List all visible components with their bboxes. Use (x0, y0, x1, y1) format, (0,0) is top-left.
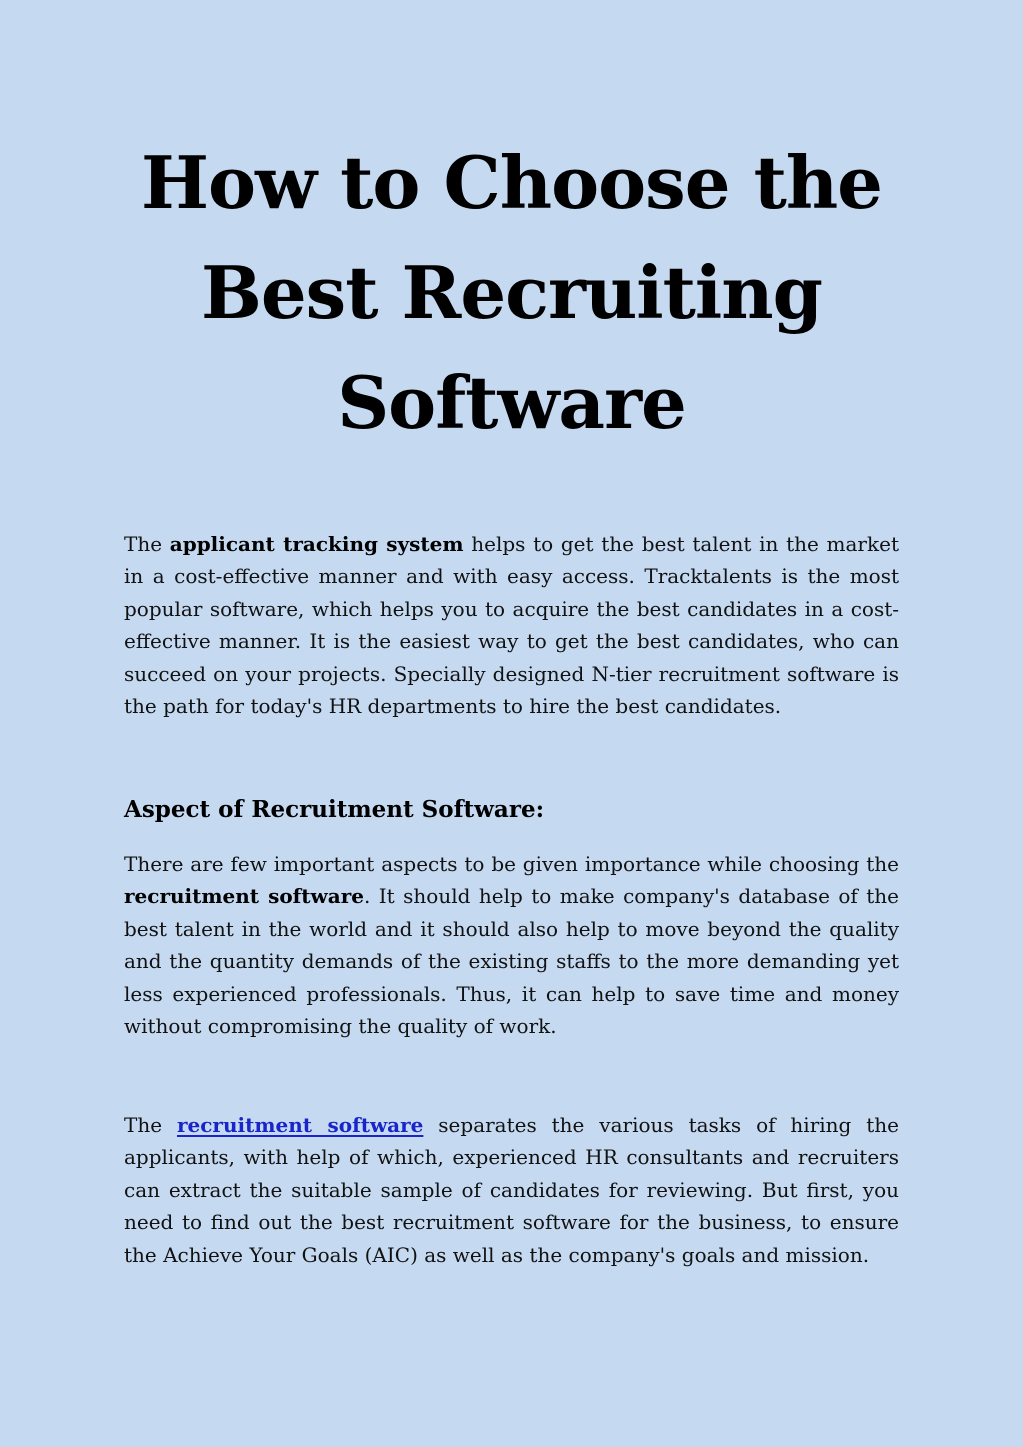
recruitment-software-link[interactable]: recruitment software (176, 1113, 424, 1137)
intro-text-start: The (124, 532, 170, 556)
title-line-1: How to Choose the (141, 140, 882, 225)
page-title (124, 128, 899, 458)
applicant-tracking-system-bold: applicant tracking system (169, 532, 464, 556)
recruitment-software-bold: recruitment software (124, 884, 364, 909)
tasks-text-rest: separates the various tasks of hiring the applicants, with help of which, experienced HR consultants and recruiters can extract the suitable sample of candidates for reviewing. But first, you need to find out the best recruitment software for the business, to ensure the Achieve Your Goals (AIC) as well as the company's goals and mission. (124, 1113, 899, 1267)
tasks-paragraph (124, 1109, 899, 1271)
tasks-text-start: The (124, 1113, 177, 1137)
aspects-paragraph (124, 848, 899, 1042)
title-line-2: Best Recruiting (201, 250, 822, 335)
intro-text-rest: helps to get the best talent in the market in a cost-effective manner and with easy access. Tracktalents is the most popular software, which helps you to acquire the best candidates in a cost-effective manner. It is the easiest way to get the best candidates, who can succeed on your projects. Specially designed N-tier recruitment software is the path for today's HR departments to hire the best candidates. (124, 532, 899, 719)
aspects-text-start: There are few important aspects to be given importance while choosing the (124, 852, 899, 876)
section-heading: Aspect of Recruitment Software: (124, 796, 545, 823)
aspects-text-rest: . It should help to make company's database of the best talent in the world and it should also help to move beyond the quality and the quantity demands of the existing staffs to the more demanding yet less experienced professionals. Thus, it can help to save time and money without compromising the quality of work. (124, 884, 899, 1039)
intro-paragraph (124, 528, 899, 722)
title-line-3: Software (337, 360, 686, 445)
